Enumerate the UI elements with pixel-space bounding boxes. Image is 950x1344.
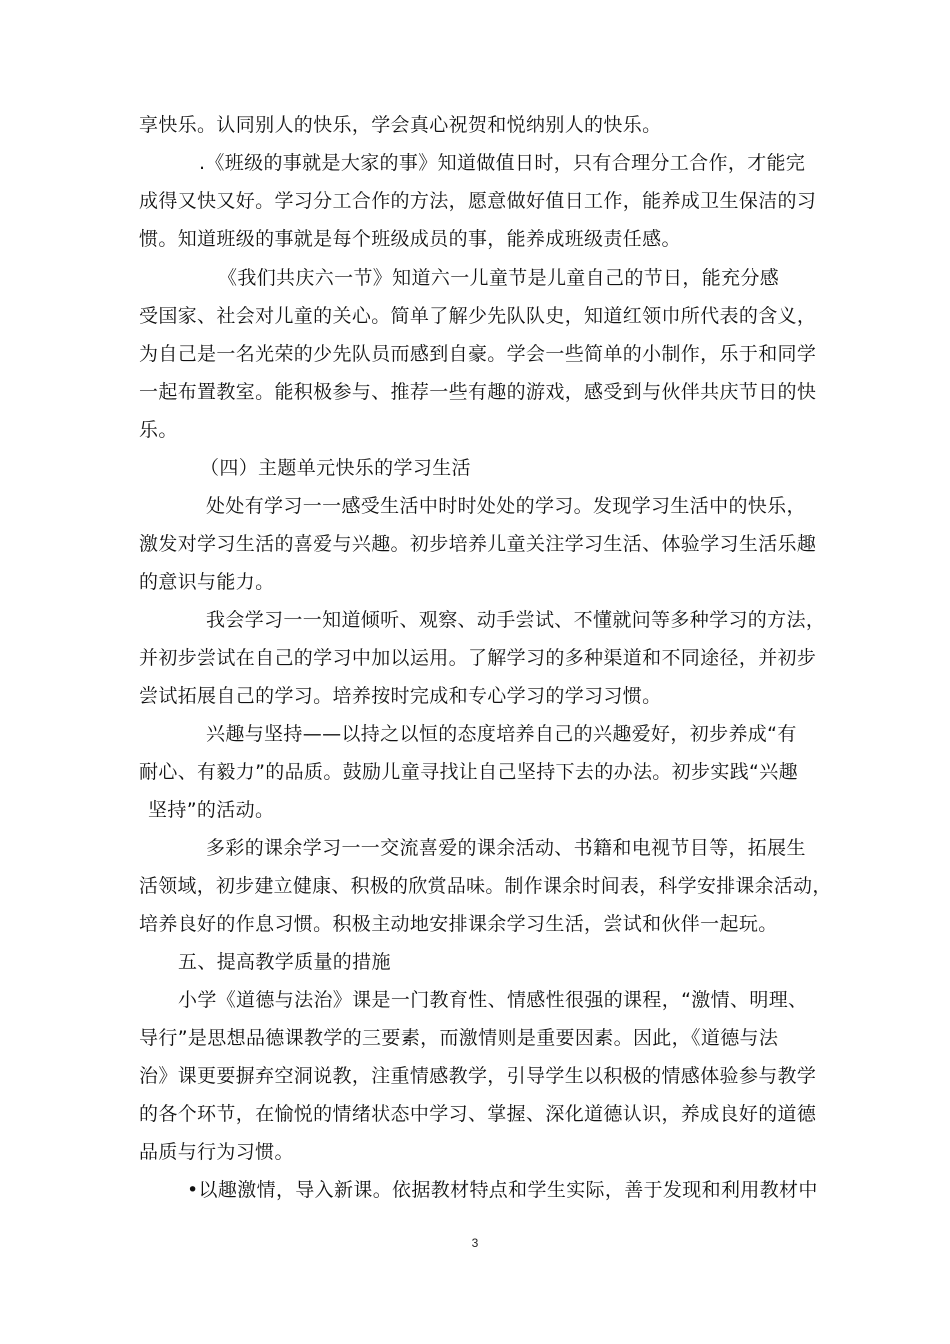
text-line: .《班级的事就是大家的事》知道做值日时，只有合理分工合作，才能完 [199,152,806,174]
text-line: 处处有学习一一感受生活中时时处处的学习。发现学习生活中的快乐， [206,495,806,517]
section-heading: 五、提高教学质量的措施 [178,951,391,973]
text-line: 导行”是思想品德课教学的三要素，而激情则是重要因素。因此，《道德与法 [139,1027,779,1049]
text-line: 耐心、有毅力”的品质。鼓励儿童寻找让自己坚持下去的办法。初步实践“兴趣 [139,761,798,783]
text-line: 品质与行为习惯。 [139,1141,294,1163]
text-line: 活领域，初步建立健康、积极的欣赏品味。制作课余时间表，科学安排课余活动， [139,875,832,897]
text-line: 尝试拓展自己的学习。培养按时完成和专心学习的学习习惯。 [139,685,662,707]
text-line: 为自己是一名光荣的少先队员而感到自豪。学会一些简单的小制作，乐于和同学 [139,343,817,365]
text-line: 的意识与能力。 [139,571,275,593]
text-line: 坚持”的活动。 [148,799,275,821]
text-line: 并初步尝试在自己的学习中加以运用。了解学习的多种渠道和不同途径，并初步 [139,647,817,669]
bullet-line: •以趣激情，导入新课。依据教材特点和学生实际，善于发现和利用教材中 [187,1179,818,1201]
text-line: 《我们共庆六一节》知道六一儿童节是儿童自己的节日，能充分感 [218,267,780,289]
text-line: 兴趣与坚持——以持之以恒的态度培养自己的兴趣爱好，初步养成“有 [206,723,797,745]
text-line: 乐。 [139,419,178,441]
text-line: 一起布置教室。能积极参与、推荐一些有趣的游戏，感受到与伙伴共庆节日的快 [139,381,817,403]
text-line: 多彩的课余学习一一交流喜爱的课余活动、书籍和电视节目等，拓展生 [206,837,806,859]
text-line: 成得又快又好。学习分工合作的方法，愿意做好值日工作，能养成卫生保洁的习 [139,190,817,212]
text-line: 享快乐。认同别人的快乐，学会真心祝贺和悦纳别人的快乐。 [139,114,662,136]
text-line: 激发对学习生活的喜爱与兴趣。初步培养儿童关注学习生活、体验学习生活乐趣 [139,533,817,555]
text-line: 受国家、社会对儿童的关心。简单了解少先队队史，知道红领巾所代表的含义， [139,305,817,327]
text-line: 的各个环节，在愉悦的情绪状态中学习、掌握、深化道德认识，养成良好的道德 [139,1103,817,1125]
text-line: 惯。知道班级的事就是每个班级成员的事，能养成班级责任感。 [139,228,681,250]
text-line: 治》课更要摒弃空洞说教，注重情感教学，引导学生以积极的情感体验参与教学 [139,1065,817,1087]
text-line: 小学《道德与法治》课是一门教育性、情感性很强的课程，“激情、明理、 [178,989,808,1011]
text-line: 培养良好的作息习惯。积极主动地安排课余学习生活，尝试和伙伴一起玩。 [139,913,778,935]
section-heading: （四）主题单元快乐的学习生活 [200,457,471,479]
page-number: 3 [471,1236,479,1250]
text-line: 我会学习一一知道倾听、观察、动手尝试、不懂就问等多种学习的方法， [206,609,826,631]
